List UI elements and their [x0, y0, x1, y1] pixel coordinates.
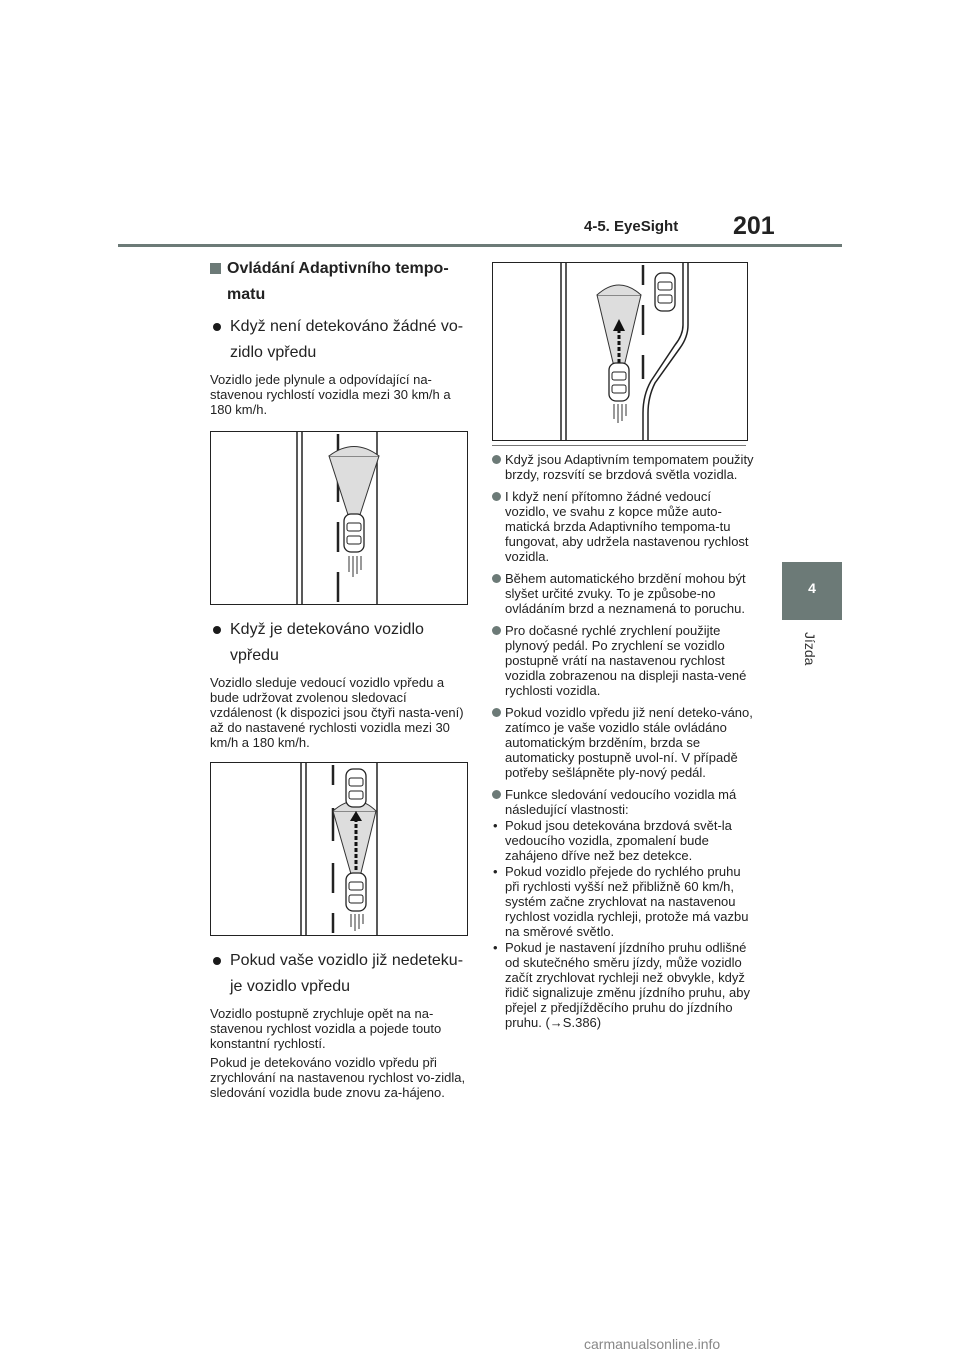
round-bullet-icon	[213, 323, 221, 331]
figure-lane-change	[492, 262, 748, 441]
sub-bullet-mark: •	[493, 818, 498, 833]
own-car-icon	[344, 514, 364, 552]
paragraph-vehicle-detected: Vozidlo sleduje vedoucí vozidlo vpředu a bude udržovat zvolenou sledovací vzdálenost (k dispozici jsou čtyři nasta-vení) až do nastavené rychlosti vozidla mezi 30 km/h a 180 km/h.	[210, 675, 464, 750]
bullet-text: Pro dočasné rychlé zrychlení použijte plynový pedál. Po zrychlení se vozidlo postupně vrátí na nastavenou rychlost vozidla zobrazenou na displeji nasta-vené rychlosti vozidla.	[505, 623, 747, 698]
own-car-icon	[346, 873, 366, 911]
grey-bullet-icon	[492, 708, 501, 717]
bullet-text: Když jsou Adaptivním tempomatem použity brzdy, rozsvítí se brzdová světla vozidla.	[505, 452, 754, 482]
road-diagram-following	[211, 763, 467, 935]
lead-car-icon	[346, 769, 366, 807]
sub-bullet-text: Pokud je nastavení jízdního pruhu odlišné od skutečného směru jízdy, může vozidlo začít zrychlovat rychleji než obvykle, když řidič signalizuje změnu jízdního pruhu, aby přejel z předjížděcího pruhu do jízdního pruhu. (→S.386)	[505, 940, 750, 1030]
header-section-title: 4-5. EyeSight	[584, 218, 679, 235]
grey-bullet-icon	[492, 492, 501, 501]
bullet-item	[492, 623, 754, 698]
grey-bullet-icon	[492, 790, 501, 799]
sub-bullet-text: Pokud jsou detekována brzdová svět-la vedoucího vozidla, zpomalení bude zahájeno dříve než bez detekce.	[505, 818, 732, 863]
subheading-text: Když není detekováno žádné vo-zidlo vpředu	[230, 318, 464, 361]
bullet-item	[492, 787, 754, 817]
subheading-no-vehicle	[210, 314, 472, 366]
sub-bullet-mark: •	[493, 940, 498, 955]
right-column	[492, 262, 754, 1031]
road-diagram-lane-change	[493, 263, 747, 440]
left-column	[210, 256, 472, 1104]
sub-bullet-text: Pokud vozidlo přejede do rychlého pruhu při rychlosti vyšší než přibližně 60 km/h, systém začne zrychlovat na nastavenou rychlost vozidla rychleji, protože má vazbu na směrové světlo.	[505, 864, 749, 939]
watermark: carmanualsonline.info	[584, 1336, 721, 1352]
sub-bullet-item	[492, 818, 754, 863]
subheading-text: Když je detekováno vozidlo vpředu	[230, 621, 424, 664]
own-car-icon	[609, 363, 629, 401]
sub-bullet-item	[492, 940, 754, 1030]
sub-bullet-item	[492, 864, 754, 939]
bullet-text: Pokud vozidlo vpředu již není deteko-váno, zatímco je vaše vozidlo stále ovládáno automatickým brzděním, brzda se automaticky postupně uvol-ní. V případě potřeby sešlápněte ply-nový pedál.	[505, 705, 753, 780]
chapter-name: Jízda	[802, 632, 818, 666]
bullet-text: Během automatického brzdění mohou být slyšet určité zvuky. To je způsobe-no ovládáním brzd a neznamená to poruchu.	[505, 571, 746, 616]
grey-bullet-icon	[492, 574, 501, 583]
chapter-tab	[782, 562, 842, 620]
subheading-text: Pokud vaše vozidlo již nedeteku-je vozidlo vpředu	[230, 952, 464, 995]
grey-bullet-icon	[492, 626, 501, 635]
motion-lines	[349, 556, 361, 577]
radar-beam-tip	[597, 285, 641, 295]
figure-vehicle-detected	[210, 762, 468, 936]
figure-no-vehicle	[210, 431, 468, 605]
road-diagram-no-vehicle	[211, 432, 467, 604]
bullet-item	[492, 571, 754, 616]
subheading-vehicle-lost	[210, 948, 472, 1000]
page-number: 201	[733, 212, 775, 240]
motion-lines	[614, 404, 626, 423]
section-heading	[210, 256, 472, 308]
motion-lines	[351, 914, 363, 931]
round-bullet-icon	[213, 957, 221, 965]
square-bullet-icon	[210, 263, 221, 274]
paragraph-vehicle-lost-1: Vozidlo postupně zrychluje opět na na-stavenou rychlost vozidla a pojede touto konstantní rychlostí.	[210, 1006, 442, 1051]
header-rule	[118, 244, 842, 247]
paragraph-no-vehicle: Vozidlo jede plynule a odpovídající na-stavenou rychlostí vozidla mezi 30 km/h a 180 km/h.	[210, 372, 451, 417]
sub-bullet-mark: •	[493, 864, 498, 879]
other-car-icon	[655, 273, 675, 311]
subheading-vehicle-detected	[210, 617, 472, 669]
bullet-text: Funkce sledování vedoucího vozidla má následující vlastnosti:	[505, 787, 737, 817]
bullet-item	[492, 452, 754, 482]
bullet-item	[492, 489, 754, 564]
grey-bullet-icon	[492, 455, 501, 464]
section-heading-text: Ovládání Adaptivního tempo-matu	[227, 260, 449, 303]
chapter-number: 4	[808, 580, 816, 596]
bullet-text: I když není přítomno žádné vedoucí vozidlo, ve svahu z kopce může auto-matická brzda Adaptivního tempoma-tu fungovat, aby udržela nastavenou rychlost vozidla.	[505, 489, 749, 564]
round-bullet-icon	[213, 626, 221, 634]
paragraph-vehicle-lost-2: Pokud je detekováno vozidlo vpředu při zrychlování na nastavenou rychlost vo-zidla, sledování vozidla bude znovu za-hájeno.	[210, 1055, 466, 1100]
radar-beam-tip	[329, 447, 379, 457]
figure-bottom-rule	[492, 445, 746, 446]
bullet-item	[492, 705, 754, 780]
